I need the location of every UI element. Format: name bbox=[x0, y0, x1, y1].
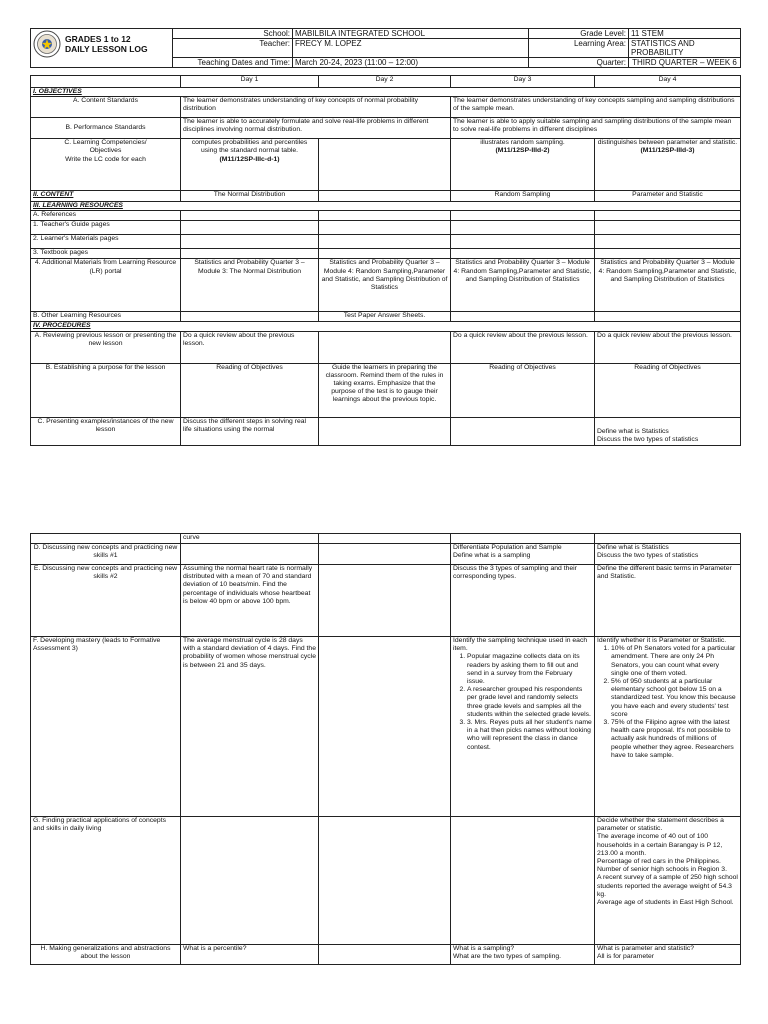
references-d2 bbox=[319, 211, 451, 221]
g-d4-line: Average age of students in East High School. bbox=[597, 899, 734, 907]
g-d4 bbox=[595, 817, 741, 945]
f-d2 bbox=[319, 637, 451, 817]
d-d4 bbox=[595, 544, 741, 565]
presenting-d4-line: Discuss the two types of statistics bbox=[597, 436, 699, 444]
performance-d34: The learner is able to apply suitable sampling and sampling distributions of the sample mean to solve real-life problems in different disciplines bbox=[451, 118, 741, 139]
d-d2 bbox=[319, 544, 451, 565]
competency-d4-code: (M11/12SP-IIId-3) bbox=[640, 147, 695, 155]
g-label: G. Finding practical applications of concepts and skills in daily living bbox=[31, 817, 181, 945]
quarter-label: Quarter: bbox=[529, 58, 629, 68]
review-d2 bbox=[319, 331, 451, 363]
competency-d4-text: distinguishes between parameter and statistic. bbox=[597, 139, 738, 147]
h-d3-line: What are the two types of sampling. bbox=[453, 953, 562, 961]
area-value: STATISTICS AND PROBABILITY bbox=[629, 39, 741, 58]
competency-d4 bbox=[595, 139, 741, 191]
purpose-d1: Reading of Objectives bbox=[181, 363, 319, 417]
e-d4: Define the different basic terms in Parameter and Statistic. bbox=[595, 565, 741, 637]
school-label: School: bbox=[173, 29, 293, 39]
h-d1: What is a percentile? bbox=[181, 945, 319, 965]
presenting-d2 bbox=[319, 417, 451, 445]
additional-d1: Statistics and Probability Quarter 3 – Module 3: The Normal Distribution bbox=[181, 259, 319, 312]
f-d3-intro: Identify the sampling technique used in each item. bbox=[453, 637, 588, 653]
competency-d3-text: illustrates random sampling. bbox=[480, 139, 565, 147]
competencies-label bbox=[31, 139, 181, 191]
g-d4-line: A recent survey of a sample of 250 high school students reported the average weight of 54.3 kg. bbox=[597, 874, 738, 898]
f-d3-list bbox=[453, 653, 592, 751]
f-d1: The average menstrual cycle is 28 days with a standard deviation of 4 days. Find the probability of women whose menstrual cycle is between 21 and 35 days. bbox=[181, 637, 319, 817]
g-d4-line: Decide whether the statement describes a parameter or statistic. bbox=[597, 817, 724, 833]
school-value: MABILBILA INTEGRATED SCHOOL bbox=[293, 29, 529, 39]
purpose-d4: Reading of Objectives bbox=[595, 363, 741, 417]
other-d1 bbox=[181, 312, 319, 322]
f-d4-item: 1. 10% of Ph Senators voted for a particular amendment. There are only 24 Ph Senators, you can count what every single one of them voted. bbox=[611, 645, 738, 678]
h-label: H. Making generalizations and abstractions about the lesson bbox=[31, 945, 181, 965]
lm-d2 bbox=[319, 235, 451, 249]
g-d4-line: The average income of 40 out of 100 households in a certain Barangay is P 12, 213.00 a month. bbox=[597, 833, 723, 857]
tb-label: 3. Textbook pages bbox=[31, 249, 181, 259]
e-d3: Discuss the 3 types of sampling and their corresponding types. bbox=[451, 565, 595, 637]
day-header-4: Day 4 bbox=[595, 76, 741, 88]
content-standards-d34: The learner demonstrates understanding of key concepts sampling and sampling distributions of the sample mean. bbox=[451, 97, 741, 118]
header-table bbox=[30, 28, 741, 68]
section-procedures: IV. PROCEDURES bbox=[31, 322, 741, 331]
f-d4-list bbox=[597, 645, 738, 760]
tb-d3 bbox=[451, 249, 595, 259]
additional-d4: Statistics and Probability Quarter 3 – Module 4: Random Sampling,Parameter and Statistic, and Sampling Distribution of Statistics bbox=[595, 259, 741, 312]
section-resources: III. LEARNING RESOURCES bbox=[31, 202, 741, 211]
presenting-d4 bbox=[595, 417, 741, 445]
other-d4 bbox=[595, 312, 741, 322]
e-d2 bbox=[319, 565, 451, 637]
g-d2 bbox=[319, 817, 451, 945]
review-d4: Do a quick review about the previous lesson. bbox=[595, 331, 741, 363]
performance-d12: The learner is able to accurately formulate and solve real-life problems in different disciplines involving normal distribution. bbox=[181, 118, 451, 139]
f-d3 bbox=[451, 637, 595, 817]
dates-label: Teaching Dates and Time: bbox=[173, 58, 293, 68]
content-d1: The Normal Distribution bbox=[181, 191, 319, 202]
f-d3-item: 3. 3. Mrs. Reyes puts all her student's name in a hat then picks names without looking who will represent the class in dance contest. bbox=[467, 719, 592, 752]
content-standards-label: A. Content Standards bbox=[31, 97, 181, 118]
d-d1 bbox=[181, 544, 319, 565]
references-d3 bbox=[451, 211, 595, 221]
lesson-table-page1 bbox=[30, 75, 741, 446]
section-content: II. CONTENT bbox=[31, 191, 181, 202]
competency-d1-code: (M11/12SP-IIIc-d-1) bbox=[219, 155, 280, 163]
lesson-table-page2 bbox=[30, 533, 741, 965]
g-d3 bbox=[451, 817, 595, 945]
lm-d4 bbox=[595, 235, 741, 249]
curve-d4 bbox=[595, 534, 741, 544]
references-d4 bbox=[595, 211, 741, 221]
day-header-1: Day 1 bbox=[181, 76, 319, 88]
f-d4 bbox=[595, 637, 741, 817]
h-d2 bbox=[319, 945, 451, 965]
d-label: D. Discussing new concepts and practicing new skills #1 bbox=[31, 544, 181, 565]
additional-d2: Statistics and Probability Quarter 3 – Module 4: Random Sampling,Parameter and Statistic, and Sampling Distribution of Statistics bbox=[319, 259, 451, 312]
content-d3: Random Sampling bbox=[451, 191, 595, 202]
lm-d1 bbox=[181, 235, 319, 249]
section-objectives: I. OBJECTIVES bbox=[31, 88, 741, 97]
content-d4: Parameter and Statistic bbox=[595, 191, 741, 202]
content-standards-d12: The learner demonstrates understanding of key concepts of normal probability distribution bbox=[181, 97, 451, 118]
tg-d2 bbox=[319, 221, 451, 235]
tb-d1 bbox=[181, 249, 319, 259]
teacher-value: FRECY M. LOPEZ bbox=[293, 39, 529, 58]
header-logo-cell bbox=[31, 29, 173, 68]
g-d4-line: Number of senior high schools in Region 3. bbox=[597, 866, 727, 874]
f-label: F. Developing mastery (leads to Formative Assessment 3) bbox=[31, 637, 181, 817]
competency-d1-text: computes probabilities and percentiles using the standard normal table. bbox=[191, 139, 308, 155]
deped-seal-icon bbox=[33, 30, 61, 58]
h-d3 bbox=[451, 945, 595, 965]
teacher-label: Teacher: bbox=[173, 39, 293, 58]
review-label: A. Reviewing previous lesson or presenting the new lesson bbox=[31, 331, 181, 363]
log-title: DAILY LESSON LOG bbox=[65, 44, 148, 54]
curve-d2 bbox=[319, 534, 451, 544]
purpose-d3: Reading of Objectives bbox=[451, 363, 595, 417]
area-label: Learning Area: bbox=[529, 39, 629, 58]
references-label: A. References bbox=[31, 211, 181, 221]
content-d2 bbox=[319, 191, 451, 202]
review-d1: Do a quick review about the previous lesson. bbox=[181, 331, 319, 363]
other-d3 bbox=[451, 312, 595, 322]
presenting-d4-line: Define what is Statistics bbox=[597, 428, 669, 436]
additional-d3: Statistics and Probability Quarter 3 – Module 4: Random Sampling,Parameter and Statistic, and Sampling Distribution of Statistics bbox=[451, 259, 595, 312]
tg-d3 bbox=[451, 221, 595, 235]
d-d4-line: Define what is Statistics bbox=[597, 544, 669, 551]
review-d3: Do a quick review about the previous lesson. bbox=[451, 331, 595, 363]
h-d4-line: What is parameter and statistic? bbox=[597, 945, 695, 952]
d-d3-line: Define what is a sampling bbox=[453, 552, 531, 560]
day-header-2: Day 2 bbox=[319, 76, 451, 88]
performance-label: B. Performance Standards bbox=[31, 118, 181, 139]
e-d1: Assuming the normal heart rate is normally distributed with a mean of 70 and standard deviation of 10 beats/min. Find the percentage of individuals whose heartbeat is below 40 bpm or above 100 bpm. bbox=[181, 565, 319, 637]
purpose-label: B. Establishing a purpose for the lesson bbox=[31, 363, 181, 417]
grade-label: Grade Level: bbox=[529, 29, 629, 39]
tg-label: 1. Teacher's Guide pages bbox=[31, 221, 181, 235]
d-d3-line: Differentiate Population and Sample bbox=[453, 544, 562, 551]
f-d4-item: 3. 75% of the Filipino agree with the latest health care proposal. It's not possible to actually ask hundreds of millions of people whether they agree. Researchers have to take sample. bbox=[611, 719, 738, 760]
d-d4-line: Discuss the two types of statistics bbox=[597, 552, 699, 560]
d-d3 bbox=[451, 544, 595, 565]
additional-label: 4. Additional Materials from Learning Resource (LR) portal bbox=[31, 259, 181, 312]
g-d4-line: Percentage of red cars in the Philippines. bbox=[597, 858, 721, 866]
grade-value: 11 STEM bbox=[629, 29, 741, 39]
dates-value: March 20-24, 2023 (11:00 – 12:00) bbox=[293, 58, 529, 68]
h-d4-line: All is for parameter bbox=[597, 953, 655, 961]
e-label: E. Discussing new concepts and practicing new skills #2 bbox=[31, 565, 181, 637]
f-d3-item: 1. Popular magazine collects data on its readers by asking them to fill out and send in a survey from the February issue. bbox=[467, 653, 592, 686]
h-d3-line: What is a sampling? bbox=[453, 945, 515, 952]
tb-d4 bbox=[595, 249, 741, 259]
other-label: B. Other Learning Resources bbox=[31, 312, 181, 322]
references-d1 bbox=[181, 211, 319, 221]
quarter-value: THIRD QUARTER – WEEK 6 bbox=[629, 58, 741, 68]
competency-d1 bbox=[181, 139, 319, 191]
tg-d4 bbox=[595, 221, 741, 235]
presenting-d3 bbox=[451, 417, 595, 445]
g-d1 bbox=[181, 817, 319, 945]
curve-d3 bbox=[451, 534, 595, 544]
competency-d3-code: (M11/12SP-IIId-2) bbox=[495, 147, 550, 155]
f-d4-intro: Identify whether it is Parameter or Statistic. bbox=[597, 637, 727, 644]
curve-d1: curve bbox=[181, 534, 319, 544]
h-d4 bbox=[595, 945, 741, 965]
day-header-3: Day 3 bbox=[451, 76, 595, 88]
competencies-label-line: Write the LC code for each bbox=[65, 155, 146, 163]
presenting-label: C. Presenting examples/instances of the new lesson bbox=[31, 417, 181, 445]
other-d2: Test Paper Answer Sheets. bbox=[319, 312, 451, 322]
competencies-label-line: Objectives bbox=[89, 147, 122, 155]
competency-d2 bbox=[319, 139, 451, 191]
presenting-d1: Discuss the different steps in solving real life situations using the normal bbox=[181, 417, 319, 445]
day-header-blank bbox=[31, 76, 181, 88]
lm-label: 2. Learner's Materials pages bbox=[31, 235, 181, 249]
grades-title: GRADES 1 to 12 bbox=[65, 34, 131, 44]
tg-d1 bbox=[181, 221, 319, 235]
curve-label bbox=[31, 534, 181, 544]
tb-d2 bbox=[319, 249, 451, 259]
f-d4-item: 2. 5% of 950 students at a particular elementary school got below 15 on a standardized test. You know this because you have each and every students' test score bbox=[611, 678, 738, 719]
competency-d3 bbox=[451, 139, 595, 191]
purpose-d2: Guide the learners in preparing the classroom. Remind them of the rules in taking exams. Emphasize that the purpose of the test is to gauge their learnings about the previous topic. bbox=[319, 363, 451, 417]
competencies-label-line: C. Learning Competencies/ bbox=[64, 139, 147, 147]
f-d3-item: 2. A researcher grouped his respondents per grade level and randomly selects three grade levels and samples all the students within the selected grade levels. bbox=[467, 686, 592, 719]
lm-d3 bbox=[451, 235, 595, 249]
